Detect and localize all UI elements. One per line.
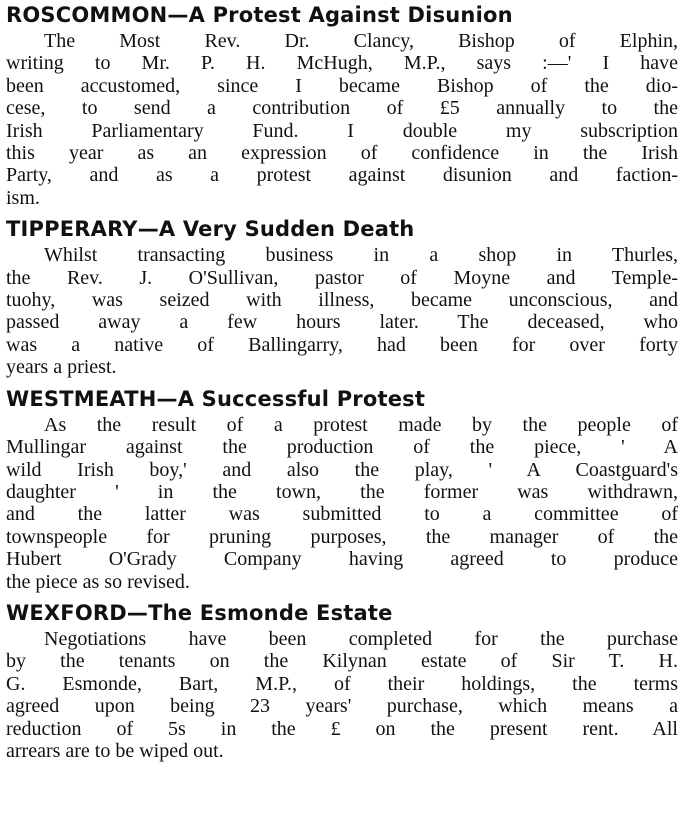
body-line: was a native of Ballingarry, had been for over forty bbox=[6, 333, 678, 356]
body-line: passed away a few hours later. The deceased, who bbox=[6, 311, 678, 334]
article-headline: ROSCOMMON—A Protest Against Disunion bbox=[6, 3, 513, 27]
article-body bbox=[6, 628, 678, 762]
body-line: arrears are to be wiped out. bbox=[6, 739, 224, 762]
article-headline: WESTMEATH—A Successful Protest bbox=[6, 386, 426, 411]
body-line: As the result of a protest made by the people of bbox=[44, 413, 678, 436]
article-headline: WEXFORD—The Esmonde Estate bbox=[6, 600, 393, 625]
article-wexford bbox=[6, 600, 678, 762]
body-line: G. Esmonde, Bart, M.P., of their holdings, the terms bbox=[6, 672, 678, 695]
article-tipperary bbox=[6, 216, 678, 378]
article-separator bbox=[6, 593, 678, 600]
body-line: ism. bbox=[6, 186, 40, 209]
body-line: The Most Rev. Dr. Clancy, Bishop of Elphin, bbox=[44, 30, 678, 52]
body-line: tuohy, was seized with illness, became unconscious, and bbox=[6, 289, 678, 312]
body-line: the piece as so revised. bbox=[6, 570, 190, 593]
body-line: wild Irish boy,' and also the play, ' A Coastguard's bbox=[6, 458, 678, 481]
body-line: townspeople for pruning purposes, the manager of the bbox=[6, 525, 678, 548]
body-line: years a priest. bbox=[6, 356, 117, 379]
body-line: by the tenants on the Kilynan estate of Sir T. H. bbox=[6, 650, 678, 673]
body-line: Irish Parliamentary Fund. I double my subscription bbox=[6, 119, 678, 142]
article-westmeath bbox=[6, 386, 678, 593]
body-line: Mullingar against the production of the piece, ' A bbox=[6, 436, 678, 459]
article-separator bbox=[6, 379, 678, 386]
body-line: daughter ' in the town, the former was withdrawn, bbox=[6, 480, 678, 503]
article-separator bbox=[6, 209, 678, 216]
body-line: been accustomed, since I became Bishop of the dio- bbox=[6, 74, 678, 97]
body-line: writing to Mr. P. H. McHugh, M.P., says :—' I have bbox=[6, 52, 678, 75]
body-line: Party, and as a protest against disunion and faction- bbox=[6, 164, 678, 187]
body-line: reduction of 5s in the £ on the present rent. All bbox=[6, 717, 678, 740]
body-line: agreed upon being 23 years' purchase, which means a bbox=[6, 695, 678, 718]
article-roscommon bbox=[6, 2, 678, 209]
body-line: Hubert O'Grady Company having agreed to produce bbox=[6, 548, 678, 571]
body-line: cese, to send a contribution of £5 annually to the bbox=[6, 97, 678, 120]
body-line: and the latter was submitted to a committee of bbox=[6, 503, 678, 526]
body-line: Negotiations have been completed for the purchase bbox=[44, 627, 678, 650]
article-body bbox=[6, 30, 678, 209]
body-line: this year as an expression of confidence in the Irish bbox=[6, 142, 678, 165]
body-line: Whilst transacting business in a shop in Thurles, bbox=[44, 244, 678, 267]
article-body bbox=[6, 244, 678, 378]
article-headline: TIPPERARY—A Very Sudden Death bbox=[6, 217, 415, 242]
article-body bbox=[6, 414, 678, 593]
body-line: the Rev. J. O'Sullivan, pastor of Moyne and Temple- bbox=[6, 266, 678, 289]
